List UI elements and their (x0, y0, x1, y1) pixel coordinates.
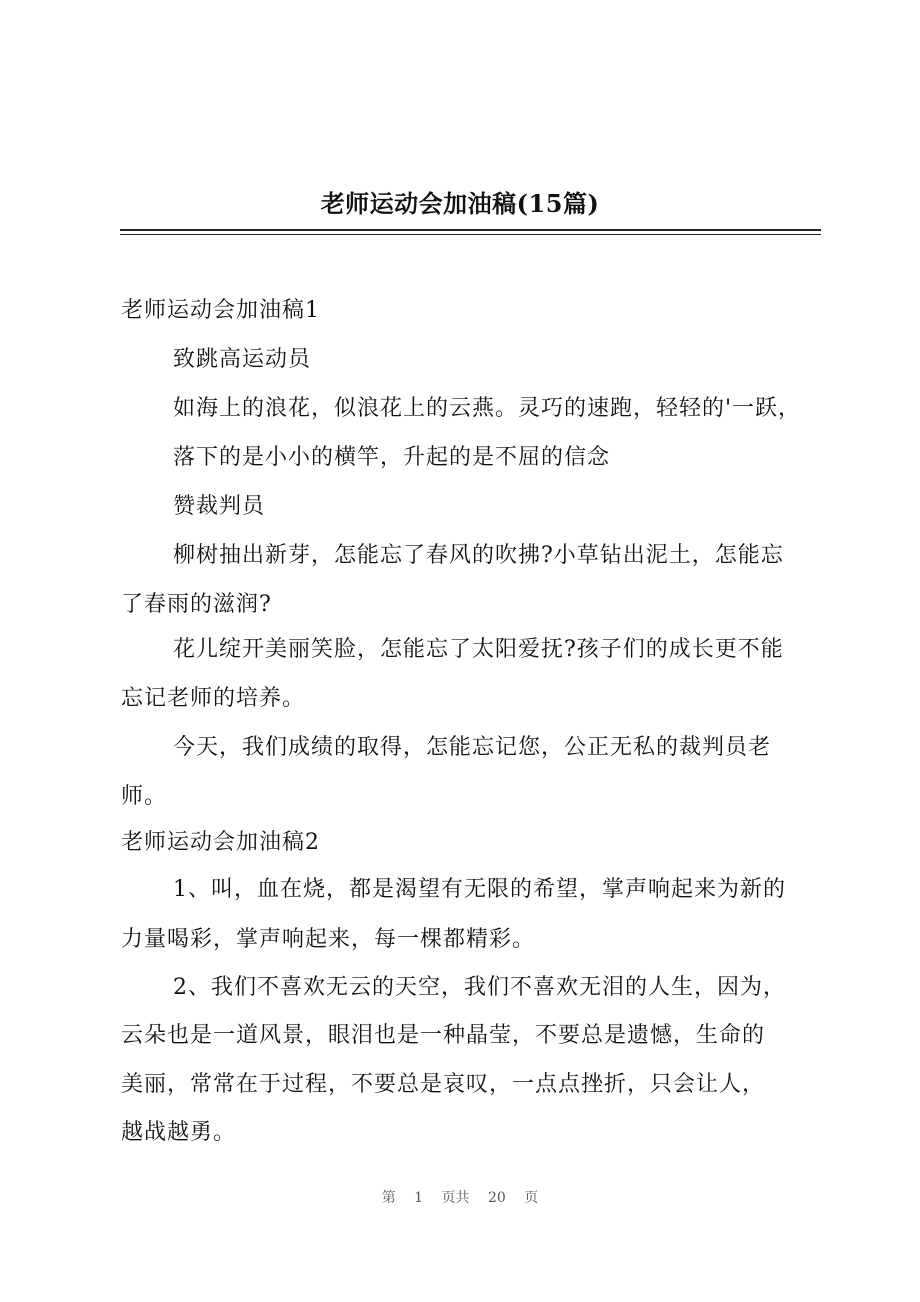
paragraph-line: 如海上的浪花，似浪花上的云燕。灵巧的速跑，轻轻的'一跃， (173, 396, 802, 421)
paragraph-line: 1、叫，血在烧，都是渴望有无限的希望，掌声响起来为新的 (173, 877, 786, 902)
paragraph-line: 柳树抽出新芽，怎能忘了春风的吹拂?小草钻出泥土，怎能忘 (173, 543, 784, 568)
paragraph-line: 师。 (121, 784, 168, 809)
subheading-referee: 赞裁判员 (173, 494, 266, 519)
paragraph-line: 今天，我们成绩的取得，怎能忘记您，公正无私的裁判员老 (173, 735, 772, 760)
footer-page-number: 1 (414, 1190, 424, 1206)
footer-total-pages: 20 (488, 1190, 506, 1206)
paragraph-line: 落下的是小小的横竿，升起的是不屈的信念 (173, 445, 611, 470)
page-footer (0, 1188, 920, 1208)
paragraph-line: 花儿绽开美丽笑脸，怎能忘了太阳爱抚?孩子们的成长更不能 (173, 637, 784, 662)
footer-prefix: 第 (381, 1190, 396, 1206)
section-heading-2: 老师运动会加油稿2 (121, 830, 320, 855)
paragraph-line: 力量喝彩，掌声响起来，每一棵都精彩。 (121, 927, 536, 952)
paragraph-line: 了春雨的滋润? (121, 592, 272, 617)
document-title: 老师运动会加油稿(15篇) (320, 189, 600, 218)
paragraph-line: 越战越勇。 (121, 1120, 237, 1145)
paragraph-line: 云朵也是一道风景，眼泪也是一种晶莹，不要总是遗憾，生命的 (121, 1023, 766, 1048)
footer-middle: 页共 (441, 1190, 470, 1206)
paragraph-line: 2、我们不喜欢无云的天空，我们不喜欢无泪的人生，因为， (173, 975, 786, 1000)
paragraph-line: 忘记老师的培养。 (121, 686, 306, 711)
section-heading-1: 老师运动会加油稿1 (121, 298, 320, 323)
title-rule-thick (120, 229, 821, 231)
paragraph-line: 美丽，常常在于过程，不要总是哀叹，一点点挫折，只会让人， (121, 1072, 766, 1097)
subheading-high-jump: 致跳高运动员 (173, 347, 312, 372)
title-rule-thin (120, 234, 821, 235)
footer-suffix: 页 (524, 1190, 539, 1206)
